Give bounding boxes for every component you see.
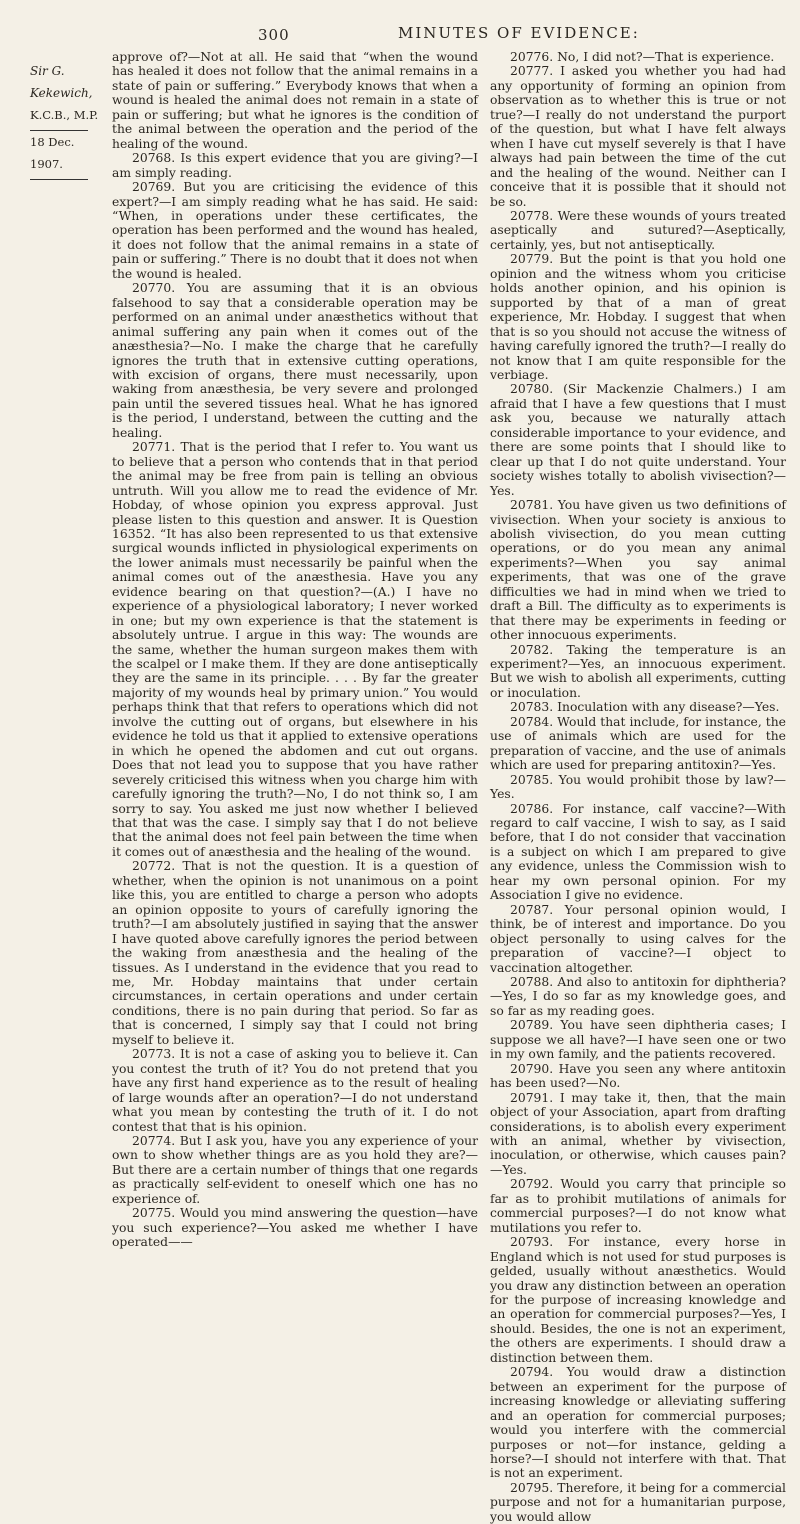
evidence-paragraph: 20792. Would you carry that principle so far as to prohibit mutilations of animals for commercial purposes?—I do not know what mutilations you refer to.	[490, 1177, 786, 1235]
evidence-paragraph: 20768. Is this expert evidence that you are giving?—I am simply reading.	[112, 151, 478, 180]
evidence-paragraph: 20777. I asked you whether you had had any opportunity of forming an opinion from observation as to whether this is true or not true?—I really do not understand the purport of the question, but what I have felt always when I have cut myself severely is that I have always had pain between the time of the cut and the healing of the wound. Neither can I conceive that it is possible that it should not be so.	[490, 64, 786, 209]
evidence-paragraph: 20774. But I ask you, have you any experience of your own to show whether things are as you hold they are?—But there are a certain number of things that one regards as practically self-evident to oneself which one has no experience of.	[112, 1133, 478, 1206]
evidence-paragraph: 20778. Were these wounds of yours treated aseptically and sutured?—Aseptically, certainly, yes, but not antiseptically.	[490, 208, 786, 252]
evidence-paragraph: 20784. Would that include, for instance, the use of animals which are used for the preparation of vaccine, and the use of animals which are used for preparing antitoxin?—Yes.	[490, 714, 786, 773]
evidence-paragraph: 20791. I may take it, then, that the main object of your Association, apart from drafting considerations, is to abolish every experiment with an animal, whether by vivisection, inoculation, or otherwise, which causes pain?—Yes.	[490, 1090, 786, 1177]
witness-honours: K.C.B., M.P.	[30, 108, 99, 122]
right-column	[490, 50, 786, 1524]
left-column	[112, 50, 478, 1250]
evidence-paragraph: 20790. Have you seen any where antitoxin has been used?—No.	[490, 1061, 786, 1091]
page-number: 300	[258, 26, 290, 44]
evidence-paragraph: 20789. You have seen diphtheria cases; I suppose we all have?—I have seen one or two in my own family, and the patients recovered.	[490, 1018, 786, 1062]
evidence-paragraph: 20776. No, I did not?—That is experience.	[510, 50, 775, 64]
evidence-paragraph: 20795. Therefore, it being for a commercial purpose and not for a humanitarian purpose, you would allow	[490, 1480, 786, 1524]
evidence-paragraph: 20779. But the point is that you hold one opinion and the witness whom you criticise holds another opinion, and his opinion is supported by that of a man of great experience, Mr. Hobday. I suggest that when that is so you should not accuse the witness of having carefully ignored the truth?—I really do not know that I am quite responsible for the verbiage.	[490, 252, 786, 382]
running-title: MINUTES OF EVIDENCE:	[398, 24, 640, 42]
hearing-date: 18 Dec. 1907.	[30, 135, 75, 171]
evidence-paragraph: 20794. You would draw a distinction between an experiment for the purpose of increasing knowledge or alleviating suffering and an operation for commercial purposes; would you interfere with the commercial purposes or not—for instance, gelding a horse?—I should not interfere with that. That is not an experiment.	[490, 1365, 786, 1481]
evidence-paragraph: 20771. That is the period that I refer to. You want us to believe that a person who contends that in that period the animal may be free from pain is telling an obvious untruth. Will you allow me to read the evidence of Mr. Hobday, of whose opinion you express approval. Just please listen to this question and answer. It is Question 16352. “It has also been represented to us that extensive surgical wounds inflicted in physiological experiments on the lower animals must necessarily be painful when the animal comes out of the anæsthesia. Have you any evidence bearing on that question?—(A.) I have no experience of a physiological laboratory; I never worked in one; but my own experience is that the statement is absolutely untrue. I argue in this way: The wounds are the same, whether the human surgeon makes them with the scalpel or I make them. If they are done antiseptically they are the same in its principle. . . . By far the greater majority of my wounds heal by primary union.” You would perhaps think that that refers to operations which did not involve the cutting out of organs, but elsewhere in his evidence he told us that it applied to extensive operations in which he opened the abdomen and cut out organs. Does that not lead you to suppose that you have rather severely criticised this witness when you charge him with carefully ignoring the truth?—No, I do not think so, I am sorry to say. You asked me just now whether I believed that that was the case. I simply say that I do not believe that the animal does not feel pain between the time when it comes out of anæsthesia and the healing of the wound.	[112, 440, 478, 859]
evidence-paragraph: 20770. You are assuming that it is an obvious falsehood to say that a considerable operation may be performed on an animal under anæsthetics without that animal suffering any pain when it comes out of the anæsthesia?—No. I make the charge that he carefully ignores the truth that in extensive cutting operations, with excision of organs, there must necessarily, upon waking from anæsthesia, be very severe and prolonged pain until the severed tissues heal. What he has ignored is the period, I understand, between the cutting and the healing.	[112, 281, 478, 440]
margin-note	[30, 60, 102, 180]
evidence-paragraph: 20775. Would you mind answering the question—have you such experience?—You asked me whether I have operated——	[112, 1206, 478, 1250]
evidence-paragraph: 20780. (Sir Mackenzie Chalmers.) I am afraid that I have a few questions that I must ask you, because we naturally attach considerable importance to your evidence, and there are some points that I should like to clear up that I do not quite understand. Your society wishes totally to abolish vivisection?—Yes.	[490, 382, 786, 498]
evidence-paragraph: 20787. Your personal opinion would, I think, be of interest and importance. Do you object personally to using calves for the preparation of vaccine?—I object to vaccination altogether.	[490, 902, 786, 975]
evidence-paragraph: 20781. You have given us two definitions of vivisection. When your society is anxious to abolish vivisection, do you mean cutting operations, or do you mean any animal experiments?—When you say animal experiments, that was one of the grave difficulties we had in mind when we tried to draft a Bill. The difficulty as to experiments is that there may be experiments in feeding or other innocuous experiments.	[490, 498, 786, 643]
witness-name: Sir G.	[30, 64, 65, 78]
evidence-paragraph: 20793. For instance, every horse in England which is not used for stud purposes is gelded, usually without anæsthetics. Would you draw any distinction between an operation for the purpose of increasing knowledge and an operation for commercial purposes?—Yes, I should. Besides, the one is not an experiment, the others are experiments. I should draw a distinction between them.	[490, 1235, 786, 1365]
evidence-paragraph: 20772. That is not the question. It is a question of whether, when the opinion is not unanimous on a point like this, you are entitled to charge a person who adopts an opinion opposite to yours of carefully ignoring the truth?—I am absolutely justified in saying that the answer I have quoted above carefully ignores the period between the waking from anæsthesia and the healing of the tissues. As I understand in the evidence that you read to me, Mr. Hobday maintains that under certain circumstances, in certain operations and under certain conditions, there is no pain during that period. So far as that is concerned, I simply say that I could not bring myself to believe it.	[112, 859, 478, 1047]
evidence-paragraph: 20788. And also to antitoxin for diphtheria?—Yes, I do so far as my knowledge goes, and so far as my reading goes.	[490, 975, 786, 1018]
evidence-paragraph: 20773. It is not a case of asking you to believe it. Can you contest the truth of it? You do not pretend that you have any first hand experience as to the result of healing of large wounds after an operation?—I do not understand what you mean by contesting the truth of it. I do not contest that that is his opinion.	[112, 1047, 478, 1134]
evidence-paragraph: 20786. For instance, calf vaccine?—With regard to calf vaccine, I wish to say, as I said before, that I do not consider that vaccination is a subject on which I am prepared to give any evidence, unless the Commission wish to hear my own personal opinion. For my Association I give no evidence.	[490, 801, 786, 903]
witness-name-2: Kekewich,	[30, 86, 93, 100]
margin-rule-2	[30, 179, 88, 180]
evidence-paragraph: 20769. But you are criticising the evidence of this expert?—I am simply reading what he has said. He said: “When, in operations under these certificates, the operation has been performed and the wound has healed, it does not follow that the animal remains in a state of pain or suffering.” There is no doubt that it does not when the wound is healed.	[112, 180, 478, 281]
evidence-paragraph: 20783. Inoculation with any disease?—Yes.	[510, 700, 780, 715]
evidence-paragraph: approve of?—Not at all. He said that “when the wound has healed it does not follow that the animal remains in a state of pain or suffering.” Everybody knows that when a wound is healed the animal does not remain in a state of pain or suffering; but what he ignores is the condition of the animal between the operation and the period of the healing of the wound.	[112, 50, 478, 151]
evidence-paragraph: 20782. Taking the temperature is an experiment?—Yes, an innocuous experiment. But we wish to abolish all experiments, cutting or inoculation.	[490, 642, 786, 700]
evidence-paragraph: 20785. You would prohibit those by law?—Yes.	[490, 772, 786, 802]
